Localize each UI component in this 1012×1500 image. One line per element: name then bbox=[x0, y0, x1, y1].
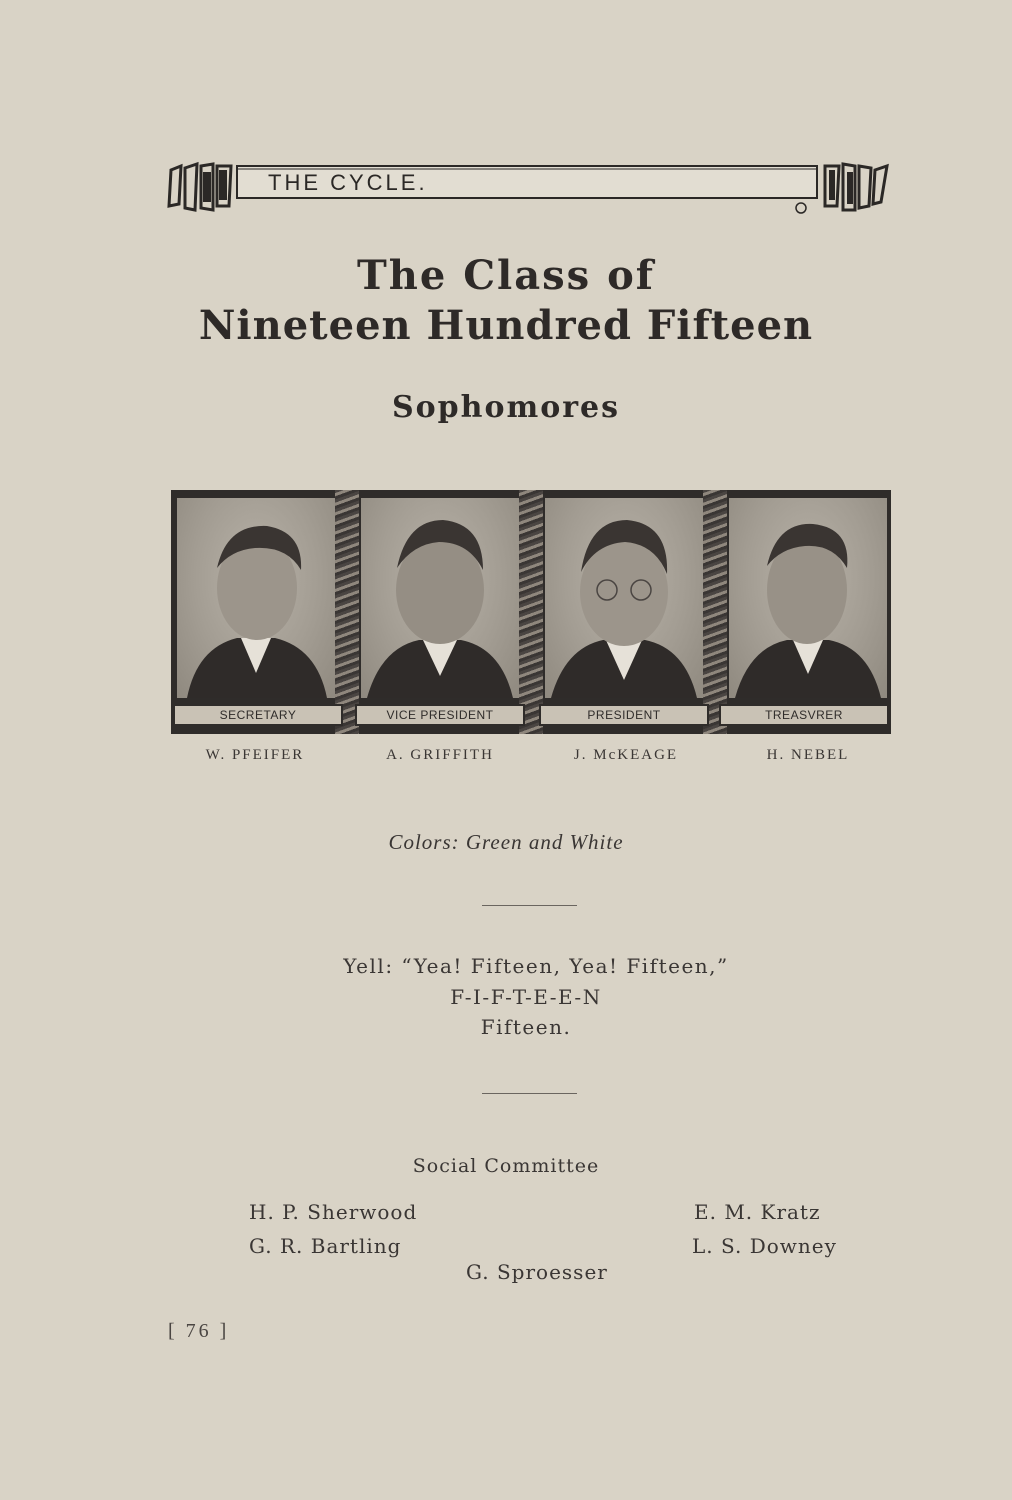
ornamental-pillar bbox=[335, 490, 359, 734]
officer-name: J. McKEAGE bbox=[573, 747, 679, 763]
committee-member: G. R. Bartling bbox=[249, 1234, 402, 1258]
committee-member: H. P. Sherwood bbox=[249, 1200, 418, 1224]
portrait-photo bbox=[177, 498, 335, 698]
yell-line: Fifteen. bbox=[480, 1015, 572, 1039]
page-subtitle: Sophomores bbox=[391, 390, 620, 425]
office-label-vice-president: VICE PRESIDENT bbox=[355, 704, 525, 726]
office-label-secretary: SECRETARY bbox=[173, 704, 343, 726]
page-number: [ 76 ] bbox=[168, 1320, 230, 1342]
divider bbox=[482, 1093, 577, 1094]
page-title-line1: The Class of bbox=[356, 252, 656, 299]
committee-member: E. M. Kratz bbox=[694, 1200, 821, 1224]
ornamental-pillar bbox=[519, 490, 543, 734]
officer-portrait-strip bbox=[171, 490, 891, 734]
committee-member: G. Sproesser bbox=[466, 1260, 608, 1284]
running-title: THE CYCLE. bbox=[268, 170, 428, 195]
portrait-photo bbox=[361, 498, 519, 698]
yell-line: Yell: “Yea! Fifteen, Yea! Fifteen,” bbox=[343, 954, 729, 978]
yell-line: F-I-F-T-E-E-N bbox=[450, 985, 602, 1009]
divider bbox=[482, 905, 577, 906]
portrait-photo bbox=[545, 498, 703, 698]
office-label-president: PRESIDENT bbox=[539, 704, 709, 726]
portrait-photo bbox=[729, 498, 887, 698]
officer-name: A. GRIFFITH bbox=[386, 747, 494, 763]
officer-name: H. NEBEL bbox=[766, 747, 850, 763]
page-title-line2: Nineteen Hundred Fifteen bbox=[198, 302, 814, 349]
committee-title: Social Committee bbox=[412, 1155, 600, 1177]
office-label-treasurer: TREASVRER bbox=[719, 704, 889, 726]
class-colors: Colors: Green and White bbox=[388, 830, 624, 854]
ornamental-pillar bbox=[703, 490, 727, 734]
committee-member: L. S. Downey bbox=[692, 1234, 837, 1258]
officer-name: W. PFEIFER bbox=[205, 747, 305, 763]
